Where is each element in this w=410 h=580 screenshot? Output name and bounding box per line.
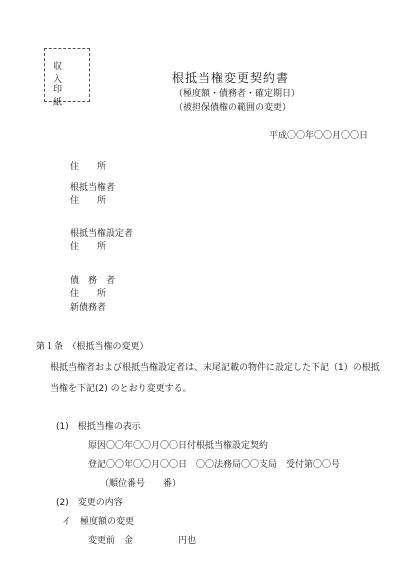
registration-info: 登記〇〇年〇〇月〇〇日 〇〇法務局〇〇支局 受付第〇〇号 xyxy=(88,460,341,470)
stamp-line-2: 印 紙 xyxy=(53,85,69,108)
address-label-2: 住 所 xyxy=(70,196,107,206)
article-1-paragraph-line-1: 根抵当権者および根抵当権設定者は、末尾記載の物件に設定した下記（1）の根抵 xyxy=(50,363,380,373)
document-subtitle-2: （被担保債権の範囲の変更） xyxy=(174,103,292,113)
sub-item-a-label: イ 極度額の変更 xyxy=(62,517,135,527)
contract-date: 平成〇〇年〇〇月〇〇日 xyxy=(268,131,368,141)
mortgagee-label: 根抵当権者 xyxy=(70,183,116,193)
revenue-stamp-box xyxy=(44,48,90,108)
address-label-1: 住 所 xyxy=(70,162,107,172)
address-label-3: 住 所 xyxy=(70,242,107,252)
document-title: 根抵当権変更契約書 xyxy=(172,71,290,85)
mortgage-cause: 原因〇〇年〇〇月〇〇日付根抵当権設定契約 xyxy=(88,441,269,451)
item-2-label: (2) 変更の内容 xyxy=(56,498,123,508)
stamp-line-1: 収 入 xyxy=(53,62,69,85)
document-subtitle-1: （極度額・債務者・確定期日） xyxy=(174,89,301,99)
debtor-label: 債 務 者 xyxy=(70,276,116,286)
new-debtor-label: 新債務者 xyxy=(70,303,107,313)
item-1-label: (1) 根抵当権の表示 xyxy=(56,422,141,432)
amount-before-change: 変更前 金 円也 xyxy=(88,536,197,546)
ranking-number: （順位番号 番） xyxy=(100,479,182,489)
setter-label: 根抵当権設定者 xyxy=(70,229,134,239)
article-1-paragraph-line-2: 当権を下記(2) のとおり変更する。 xyxy=(50,384,192,394)
address-label-4: 住 所 xyxy=(70,289,107,299)
article-1-heading: 第１条 （根抵当権の変更） xyxy=(36,342,149,352)
